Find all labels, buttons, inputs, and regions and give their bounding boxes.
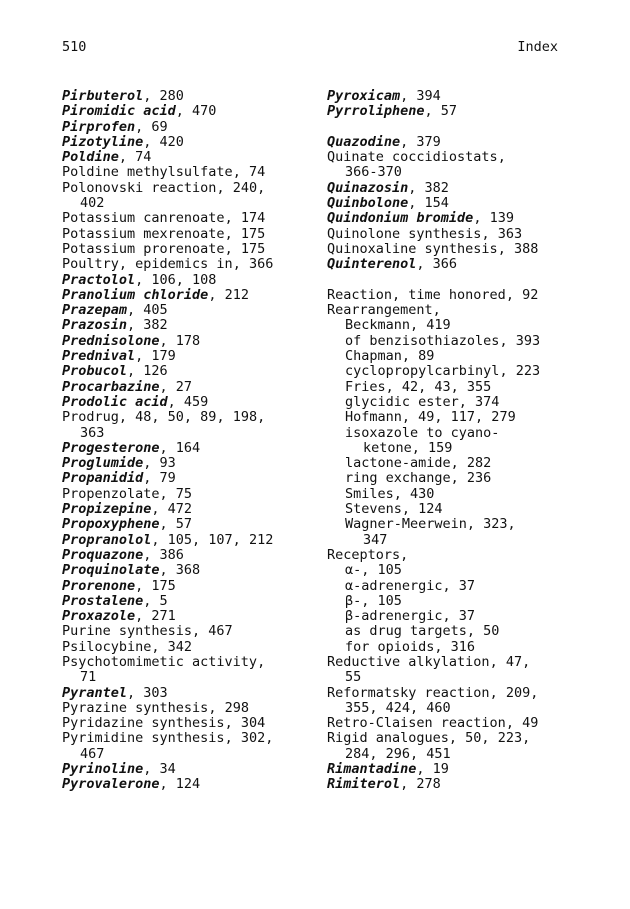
index-entry <box>327 487 597 502</box>
index-entry <box>327 135 597 150</box>
index-page-refs: , 69 <box>135 118 168 135</box>
index-entry <box>62 487 324 502</box>
index-term: Quinate coccidiostats <box>327 149 498 166</box>
index-term: Proglumide <box>62 455 144 472</box>
index-page-refs: , 379 <box>400 133 441 150</box>
index-term: Pyrinoline <box>62 761 144 778</box>
index-term: Poldine methylsulfate <box>62 164 233 181</box>
index-term: Propenzolate <box>62 485 160 502</box>
index-term: Reformatsky reaction <box>327 684 490 701</box>
index-term: Propizepine <box>62 501 152 518</box>
index-term: Propoxyphene <box>62 516 160 533</box>
index-term: Wagner-Meerwein <box>345 516 467 533</box>
index-entry <box>62 533 324 548</box>
index-term: Procarbazine <box>62 378 160 395</box>
index-page-refs: , 34 <box>143 761 176 778</box>
index-entry <box>327 548 597 563</box>
index-page-refs: , 27 <box>159 378 193 395</box>
index-entry <box>327 89 597 104</box>
index-entry <box>62 288 324 303</box>
index-entry <box>327 517 597 532</box>
index-term: Prorenone <box>62 577 136 594</box>
index-entry <box>62 686 324 701</box>
index-term: cyclopropylcarbinyl <box>345 363 500 380</box>
index-page-refs: , 271 <box>135 608 176 625</box>
index-entry <box>327 334 597 349</box>
page-number: 510 <box>62 39 87 55</box>
index-page-refs: , <box>497 149 506 166</box>
index-entry <box>62 211 324 226</box>
index-entry <box>62 640 324 655</box>
index-entry <box>62 273 324 288</box>
index-term: Pyridazine synthesis <box>62 715 225 732</box>
index-page-refs: 366-370 <box>345 164 402 181</box>
index-term: Potassium prorenoate <box>62 240 225 257</box>
index-page-refs: , 37 <box>442 577 476 594</box>
index-entry <box>62 609 324 624</box>
index-page-refs: , 278 <box>400 776 441 793</box>
index-term: Pyroxicam <box>327 88 401 104</box>
index-page-refs: , 175 <box>224 240 266 257</box>
index-entry <box>62 731 324 746</box>
index-entry <box>62 701 324 716</box>
index-page-refs: , 470 <box>175 103 217 120</box>
index-entry <box>62 242 324 257</box>
index-page-refs: , 342 <box>151 638 193 655</box>
index-term: glycidic ester <box>345 393 459 410</box>
index-page-refs: , 179 <box>135 348 176 365</box>
index-page-refs: , 154 <box>408 195 449 212</box>
index-term: of benzisothiazoles <box>345 332 500 349</box>
index-entry <box>62 104 324 119</box>
index-page-refs: , 57 <box>159 516 193 533</box>
index-entry <box>327 701 597 716</box>
index-page-refs: , 105, 107, 212 <box>151 531 274 548</box>
index-page-refs: , 209, <box>489 684 539 701</box>
index-term: Prodolic acid <box>62 393 168 410</box>
running-head: Index <box>517 39 558 55</box>
index-page-refs: , 175 <box>224 225 266 242</box>
index-page-refs: , 366 <box>232 256 274 273</box>
index-entry <box>327 686 597 701</box>
index-entry <box>62 594 324 609</box>
index-term: Poultry, epidemics in <box>62 256 233 273</box>
index-entry <box>327 670 597 685</box>
index-entry <box>62 227 324 242</box>
index-page-refs: , 363 <box>481 225 523 242</box>
index-entry <box>62 410 324 425</box>
index-entry <box>327 165 597 180</box>
index-entry <box>62 120 324 135</box>
index-page-refs: , 302, <box>224 730 274 747</box>
index-entry <box>327 762 597 777</box>
index-entry <box>62 380 324 395</box>
index-term: Quindonium bromide <box>327 210 474 227</box>
index-page-refs: , 472 <box>151 501 193 518</box>
index-entry <box>327 227 597 242</box>
index-entry <box>62 456 324 471</box>
index-term: Proxazole <box>62 608 136 625</box>
index-term: Quinterenol <box>327 256 417 273</box>
index-term: Pirbuterol <box>62 88 144 104</box>
index-term: Prazosin <box>62 317 128 334</box>
index-term: α-adrenergic <box>345 577 443 594</box>
index-term: Piromidic acid <box>62 103 176 120</box>
index-page-refs: , 124 <box>401 501 443 518</box>
index-page-refs: , 75 <box>159 485 193 502</box>
index-entry <box>62 517 324 532</box>
index-entry <box>62 89 324 104</box>
index-term: β-adrenergic <box>345 608 443 625</box>
index-term: Hofmann <box>345 409 402 426</box>
index-page-refs: , 50 <box>466 623 500 640</box>
index-entry <box>62 471 324 486</box>
index-page-refs: , 74 <box>118 149 152 166</box>
index-entry <box>62 426 324 441</box>
index-page-refs: , 139 <box>473 210 514 227</box>
index-column-right <box>327 89 597 793</box>
index-entry <box>327 257 597 272</box>
index-entry <box>62 777 324 792</box>
index-page-refs: , 47, <box>489 653 531 670</box>
index-entry <box>327 318 597 333</box>
index-term: lactone-amide <box>345 455 451 472</box>
index-term: Proquinolate <box>62 562 160 579</box>
index-page-refs: , 106, 108 <box>135 271 217 288</box>
index-term: Pirprofen <box>62 118 136 135</box>
index-entry <box>327 380 597 395</box>
index-page-refs: , 405 <box>127 302 168 319</box>
index-entry <box>62 563 324 578</box>
index-page-refs: , 42, 43, 355 <box>385 378 492 395</box>
index-entry <box>327 395 597 410</box>
index-term: Purine synthesis <box>62 623 193 640</box>
index-entry <box>62 670 324 685</box>
index-term: Probucol <box>62 363 128 380</box>
index-term: Chapman <box>345 348 402 365</box>
index-page-refs: , <box>432 302 441 319</box>
index-entry <box>327 640 597 655</box>
index-page-refs: , 178 <box>159 332 201 349</box>
index-page-refs: , 212 <box>208 286 249 303</box>
index-term: Rearrangement <box>327 302 433 319</box>
index-page-refs: , 79 <box>143 470 176 487</box>
index-entry <box>62 548 324 563</box>
index-term: Poldine <box>62 149 119 166</box>
index-page-refs: , 366 <box>416 256 458 273</box>
index-entry <box>327 181 597 196</box>
index-page-refs: , 57 <box>424 103 458 120</box>
index-entry <box>327 471 597 486</box>
index-term: Proquazone <box>62 546 144 563</box>
index-page-refs: 402 <box>80 195 105 212</box>
index-term: Rimiterol <box>327 776 401 793</box>
index-entry <box>62 441 324 456</box>
index-entry <box>62 303 324 318</box>
index-term: Prednisolone <box>62 332 160 349</box>
index-term: Prostalene <box>62 592 144 609</box>
index-term: Quinbolone <box>327 195 409 212</box>
index-term: Reductive alkylation <box>327 653 490 670</box>
index-page-refs: 467 <box>80 745 105 762</box>
index-entry <box>62 579 324 594</box>
index-term: ketone <box>363 439 412 456</box>
index-page-refs: 284, 296, 451 <box>345 745 451 762</box>
index-term: as drug targets <box>345 623 467 640</box>
index-page-refs: , 459 <box>167 393 209 410</box>
index-term: Propranolol <box>62 531 152 548</box>
index-term: Pizotyline <box>62 133 144 150</box>
index-term: Retro-Claisen reaction <box>327 715 506 732</box>
index-term: Beckmann <box>345 317 411 334</box>
index-page-refs: , 316 <box>434 638 476 655</box>
index-page-refs: , 174 <box>224 210 266 227</box>
index-page-refs: , 304 <box>224 715 266 732</box>
index-term: Pyrimidine synthesis <box>62 730 225 747</box>
index-entry <box>327 579 597 594</box>
index-page-refs: , 394 <box>400 88 441 104</box>
index-page-refs: , 49, 117, 279 <box>401 409 516 426</box>
index-entry <box>327 502 597 517</box>
index-page-refs: , 236 <box>450 470 492 487</box>
index-term: Quinazosin <box>327 179 409 196</box>
index-entry <box>327 242 597 257</box>
index-entry <box>62 181 324 196</box>
index-entry <box>327 624 597 639</box>
index-page-refs: 363 <box>80 424 105 441</box>
index-term: Pyrroliphene <box>327 103 425 120</box>
index-page-refs: , 280 <box>143 88 184 104</box>
index-entry <box>327 533 597 548</box>
index-term: Polonovski reaction <box>62 179 217 196</box>
index-entry <box>62 762 324 777</box>
index-page-refs: , 282 <box>450 455 492 472</box>
index-entry <box>62 716 324 731</box>
index-term: Pranolium chloride <box>62 286 209 303</box>
index-term: Prednival <box>62 348 136 365</box>
index-entry <box>327 563 597 578</box>
index-term: Progesterone <box>62 439 160 456</box>
index-entry <box>62 502 324 517</box>
index-page-refs: , 388 <box>497 240 539 257</box>
index-entry <box>327 196 597 211</box>
index-page-refs: , 48, 50, 89, 198, <box>118 409 266 426</box>
index-entry <box>327 441 597 456</box>
index-page-refs: 55 <box>345 669 362 686</box>
index-page-refs: , 49 <box>505 715 539 732</box>
index-entry <box>62 318 324 333</box>
index-page-refs: , 89 <box>401 348 435 365</box>
index-entry <box>327 211 597 226</box>
index-entry <box>62 747 324 762</box>
index-term: Reaction, time honored <box>327 286 506 303</box>
index-term: isoxazole to cyano- <box>345 424 500 441</box>
index-page-refs: , 5 <box>143 592 168 609</box>
index-page-refs: , 374 <box>458 393 500 410</box>
index-page-refs: , 303 <box>127 684 168 701</box>
index-page-refs: , 467 <box>192 623 233 640</box>
index-entry <box>327 731 597 746</box>
index-page-refs: , 419 <box>410 317 451 334</box>
index-term: Stevens <box>345 501 402 518</box>
index-entry <box>62 364 324 379</box>
index-entry <box>62 334 324 349</box>
index-entry <box>327 303 597 318</box>
index-page-refs: , 93 <box>143 455 176 472</box>
index-term: α- <box>345 562 362 579</box>
index-entry <box>327 777 597 792</box>
index-term: Potassium mexrenoate <box>62 225 225 242</box>
index-entry <box>62 150 324 165</box>
index-page-refs: , 223 <box>499 363 541 380</box>
index-page-refs: , 175 <box>135 577 176 594</box>
index-page-refs: , 420 <box>143 133 184 150</box>
index-entry <box>327 349 597 364</box>
index-term: Rigid analogues <box>327 730 449 747</box>
index-term: Receptors <box>327 546 401 563</box>
index-term: Psilocybine <box>62 638 152 655</box>
index-page-refs: , <box>400 546 409 563</box>
index-page-refs: , 126 <box>127 363 168 380</box>
index-page-refs: , <box>257 653 266 670</box>
index-term: Practolol <box>62 271 136 288</box>
index-entry <box>62 135 324 150</box>
index-entry <box>327 150 597 165</box>
index-entry <box>327 609 597 624</box>
index-term: Prazepam <box>62 302 128 319</box>
index-page-refs: , 37 <box>442 608 476 625</box>
index-term: ring exchange <box>345 470 451 487</box>
index-page-refs: , 323, <box>466 516 516 533</box>
index-column-left <box>62 89 324 793</box>
index-entry <box>62 624 324 639</box>
page-header <box>62 38 558 56</box>
index-page-refs: , 19 <box>416 761 449 778</box>
index-entry <box>327 747 597 762</box>
index-page-refs: , 386 <box>143 546 184 563</box>
index-page-refs: , 430 <box>393 485 435 502</box>
index-entry <box>327 104 597 119</box>
index-term: Potassium canrenoate <box>62 210 225 227</box>
index-term: Pyrantel <box>62 684 128 701</box>
index-term: for opioids <box>345 638 435 655</box>
index-page-refs: , 382 <box>127 317 168 334</box>
index-entry <box>62 349 324 364</box>
index-term: Propanidid <box>62 470 144 487</box>
index-page-refs: , 50, 223, <box>448 730 531 747</box>
index-page-refs: 71 <box>80 669 97 686</box>
index-page-refs: 347 <box>363 531 388 548</box>
index-entry <box>327 456 597 471</box>
index-term: Smiles <box>345 485 394 502</box>
index-page-refs: , 393 <box>499 332 541 349</box>
index-entry <box>327 655 597 670</box>
index-term: Rimantadine <box>327 761 417 778</box>
index-entry <box>327 426 597 441</box>
index-entry <box>62 257 324 272</box>
index-page-refs: 355, 424, 460 <box>345 699 451 716</box>
index-entry <box>327 410 597 425</box>
index-entry <box>327 364 597 379</box>
index-page-refs: , 368 <box>159 562 201 579</box>
index-term: Fries <box>345 378 386 395</box>
index-term: Prodrug <box>62 409 119 426</box>
index-page-refs: , 74 <box>232 164 266 181</box>
index-page-refs: , 124 <box>159 776 201 793</box>
index-entry <box>62 165 324 180</box>
index-term: Pyrazine synthesis <box>62 699 209 716</box>
index-page-refs: , 382 <box>408 179 449 196</box>
index-page-refs: , 159 <box>411 439 453 456</box>
index-entry <box>327 716 597 731</box>
index-page-refs: , 105 <box>361 592 402 609</box>
index-term: Quinolone synthesis <box>327 225 482 242</box>
index-entry <box>62 655 324 670</box>
index-term: Pyrovalerone <box>62 776 160 793</box>
index-term: Psychotomimetic activity <box>62 653 258 670</box>
index-term: Quinoxaline synthesis <box>327 240 498 257</box>
index-entry <box>62 196 324 211</box>
index-page-refs: , 298 <box>208 699 249 716</box>
index-entry <box>327 288 597 303</box>
index-page-refs: , 164 <box>159 439 201 456</box>
index-page-refs: , 105 <box>361 562 402 579</box>
index-entry <box>327 594 597 609</box>
index-term: β- <box>345 592 362 609</box>
index-page-refs: , 240, <box>216 179 266 196</box>
index-term: Quazodine <box>327 133 401 150</box>
index-page-refs: , 92 <box>505 286 539 303</box>
index-entry <box>62 395 324 410</box>
